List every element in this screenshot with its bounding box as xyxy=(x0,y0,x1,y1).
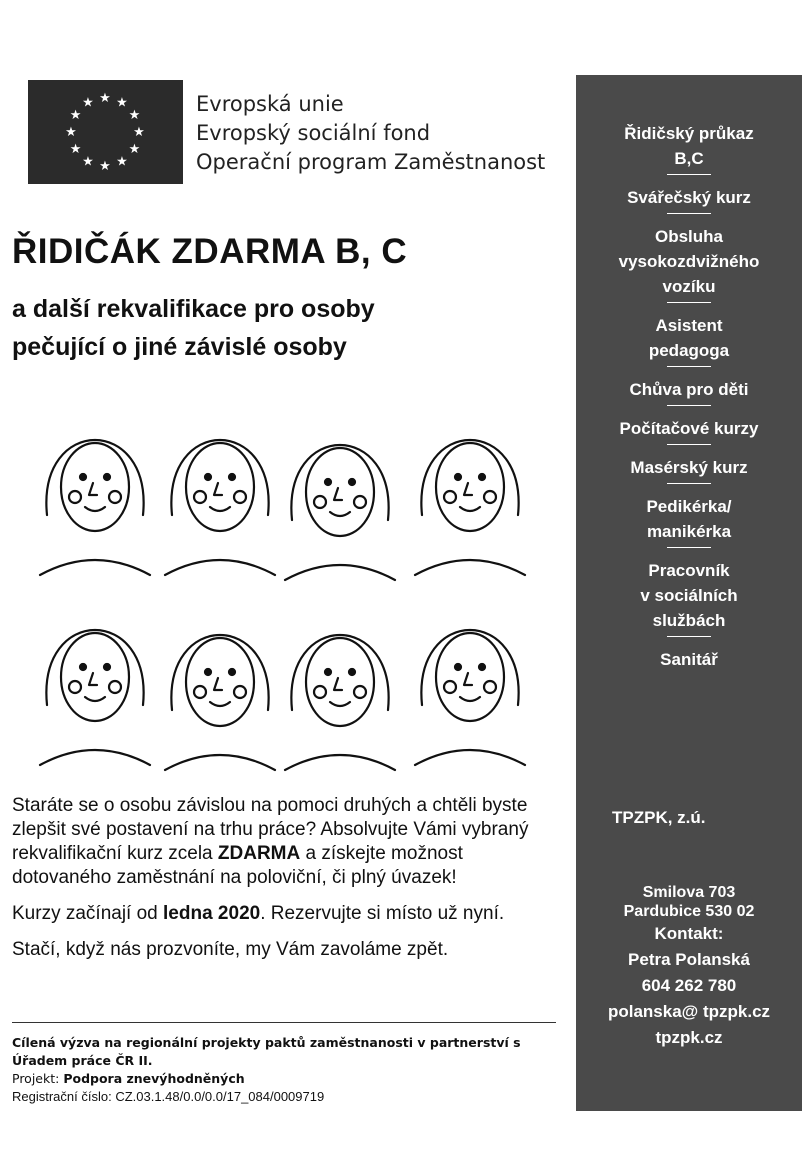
course-list xyxy=(576,121,802,672)
contact-label: Kontakt: xyxy=(654,924,724,943)
course-item xyxy=(576,494,802,544)
footer-line: Cílená výzva na regionální projekty paktů zaměstnanosti v partnerství s xyxy=(12,1035,521,1050)
eu-star-icon: ★ xyxy=(65,125,77,140)
course-item xyxy=(576,121,802,171)
eu-star-icon: ★ xyxy=(128,108,141,123)
eu-star-icon: ★ xyxy=(82,154,94,170)
course-item xyxy=(576,377,802,402)
caregivers-illustration-icon xyxy=(20,405,558,783)
page-title: ŘIDIČÁK ZDARMA B, C xyxy=(12,232,408,271)
caregiver-face-icon xyxy=(415,630,525,765)
eu-star-icon: ★ xyxy=(99,159,111,174)
eu-star-icon: ★ xyxy=(69,108,82,123)
eu-star-icon: ★ xyxy=(82,95,94,111)
course-separator xyxy=(667,302,711,303)
course-separator xyxy=(667,636,711,637)
course-separator xyxy=(667,483,711,484)
course-item-line: pedagoga xyxy=(648,341,730,360)
course-separator xyxy=(667,366,711,367)
contact-block xyxy=(576,883,802,1051)
caregiver-face-icon xyxy=(40,630,150,765)
course-item-line: Asistent xyxy=(655,316,723,335)
course-item-line: Počítačové kurzy xyxy=(619,419,759,438)
course-item-line: manikérka xyxy=(646,522,732,541)
contact-email[interactable]: polanska@ tpzpk.cz xyxy=(607,1002,771,1021)
course-separator xyxy=(667,213,711,214)
course-item xyxy=(576,455,802,480)
caregiver-face-icon xyxy=(165,635,275,770)
contact-phone[interactable]: 604 262 780 xyxy=(641,976,737,995)
body-paragraph: Stačí, když nás prozvoníte, my Vám zavoláme zpět. xyxy=(12,939,449,960)
eu-logo-text xyxy=(196,90,545,177)
contact-web[interactable]: tpzpk.cz xyxy=(655,1028,723,1047)
course-item-line: Obsluha xyxy=(654,227,723,246)
footer-registration: Registrační číslo: CZ.03.1.48/0.0/0.0/17_084/0009719 xyxy=(12,1089,325,1104)
body-paragraph: Kurzy začínají od ledna 2020. Rezervujte si místo už nyní. xyxy=(12,903,505,924)
eu-star-icon: ★ xyxy=(116,154,128,170)
course-item-line: B,C xyxy=(674,149,704,168)
course-item xyxy=(576,558,802,633)
eu-star-icon: ★ xyxy=(133,125,145,140)
course-item-line: v sociálních xyxy=(640,586,738,605)
caregiver-face-icon xyxy=(40,440,150,575)
caregiver-face-icon xyxy=(415,440,525,575)
caregiver-face-icon xyxy=(285,445,395,580)
course-item xyxy=(576,185,802,210)
eu-line: Operační program Zaměstnanost xyxy=(196,150,546,174)
body-text xyxy=(12,794,562,974)
course-item xyxy=(576,647,802,672)
address-line: Smilova 703 xyxy=(642,884,736,901)
sidebar xyxy=(576,75,802,1111)
org-name: TPZPK, z.ú. xyxy=(612,808,706,827)
caregiver-face-icon xyxy=(285,635,395,770)
course-item xyxy=(576,224,802,299)
footer xyxy=(12,1034,552,1106)
eu-line: Evropský sociální fond xyxy=(196,121,431,145)
course-item-line: Pedikérka/ xyxy=(646,497,732,516)
footer-divider xyxy=(12,1022,556,1023)
course-separator xyxy=(667,405,711,406)
course-item-line: Pracovník xyxy=(648,561,730,580)
course-item xyxy=(576,416,802,441)
course-separator xyxy=(667,444,711,445)
eu-flag-icon xyxy=(28,80,183,184)
subtitle-line: pečující o jiné závislé osoby xyxy=(12,333,347,361)
course-item-line: vozíku xyxy=(662,277,716,296)
caregiver-face-icon xyxy=(165,440,275,575)
course-separator xyxy=(667,547,711,548)
course-item-line: Sanitář xyxy=(660,650,718,669)
course-item-line: Chůva pro děti xyxy=(629,380,749,399)
contact-person: Petra Polanská xyxy=(628,950,750,969)
eu-star-icon: ★ xyxy=(99,91,111,106)
subtitle-line: a další rekvalifikace pro osoby xyxy=(12,295,375,323)
eu-line: Evropská unie xyxy=(196,92,344,116)
footer-project: Projekt: Podpora znevýhodněných xyxy=(12,1071,245,1086)
footer-line: Úřadem práce ČR II. xyxy=(12,1053,153,1068)
body-paragraph: Staráte se o osobu závislou na pomoci druhých a chtěli byste zlepšit své postavení na trhu práce? Absolvujte Vámi vybraný rekvalifikační kurz zcela ZDARMA a získejte možnost dotovaného zaměstnání na poloviční, či plný úvazek! xyxy=(12,795,529,888)
eu-star-icon: ★ xyxy=(128,142,141,157)
course-item-line: Masérský kurz xyxy=(630,458,748,477)
address-line: Pardubice 530 02 xyxy=(623,903,755,920)
course-item-line: službách xyxy=(652,611,726,630)
course-separator xyxy=(667,174,711,175)
course-item xyxy=(576,313,802,363)
course-item-line: Svářečský kurz xyxy=(627,188,751,207)
course-item-line: Řidičský průkaz xyxy=(624,124,754,143)
page-subtitle xyxy=(12,290,375,366)
eu-star-icon: ★ xyxy=(69,142,82,157)
course-item-line: vysokozdvižného xyxy=(618,252,760,271)
eu-star-icon: ★ xyxy=(116,95,128,111)
